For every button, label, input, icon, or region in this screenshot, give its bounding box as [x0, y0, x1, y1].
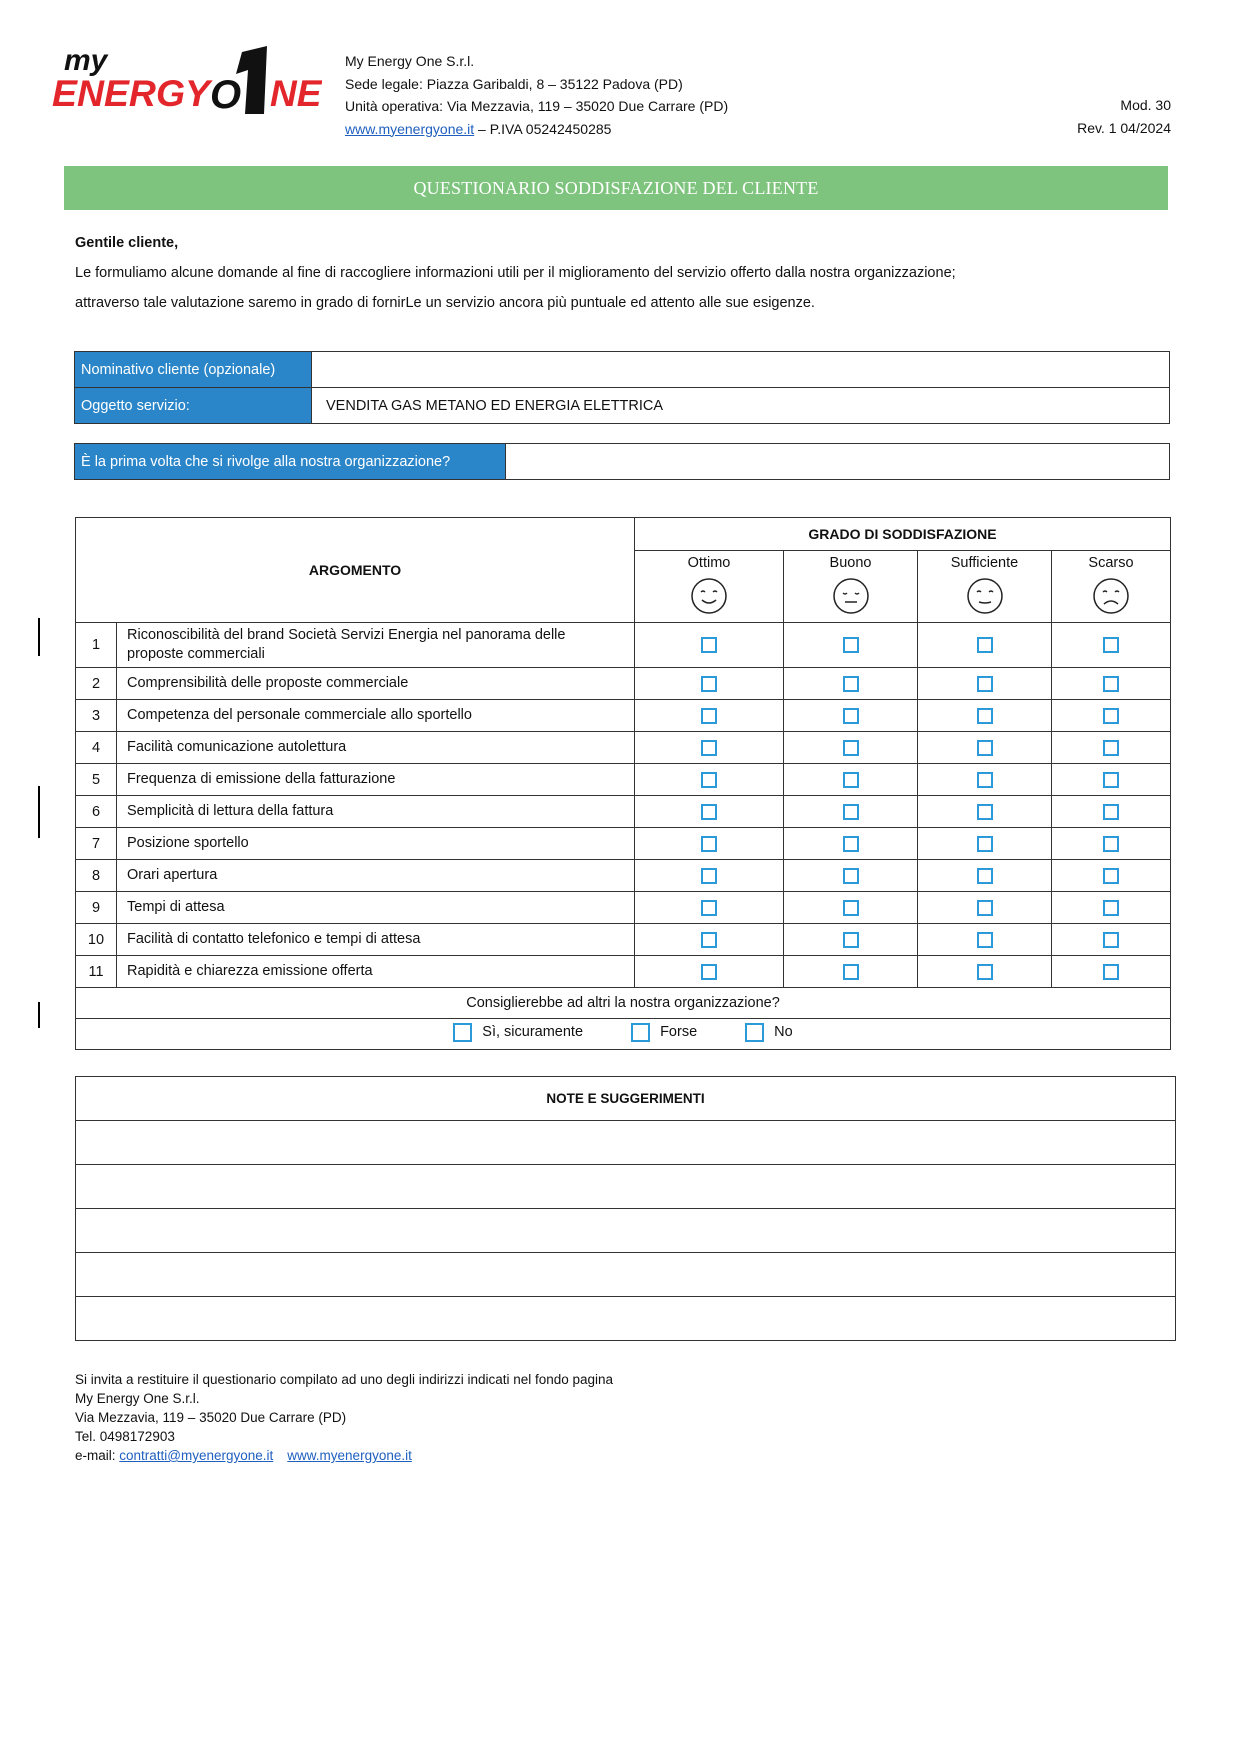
checkbox-ottimo[interactable] [701, 868, 717, 884]
greeting: Gentile cliente, [75, 235, 179, 251]
checkbox-sufficiente[interactable] [977, 676, 993, 692]
checkbox-sufficiente[interactable] [977, 708, 993, 724]
grade-col-ottimo [635, 551, 784, 623]
logo-text-o: O [210, 73, 242, 117]
footer-instruction: Si invita a restituire il questionario compilato ad uno degli indirizzi indicati nel fondo pagina [75, 1372, 614, 1387]
checkbox-buono[interactable] [843, 836, 859, 852]
option-maybe-label: Forse [660, 1024, 698, 1040]
checkbox-yes[interactable] [453, 1023, 472, 1042]
checkbox-ottimo[interactable] [701, 772, 717, 788]
company-unita: Unità operativa: Via Mezzavia, 119 – 35020 Due Carrare (PD) [345, 98, 729, 114]
question-text: Orari apertura [117, 860, 635, 892]
table-row [76, 828, 1171, 860]
question-text: Rapidità e chiarezza emissione offerta [117, 956, 635, 988]
question-text: Facilità comunicazione autolettura [117, 732, 635, 764]
neutral-face-icon [832, 577, 870, 615]
company-website-link[interactable]: www.myenergyone.it [345, 120, 475, 137]
checkbox-buono[interactable] [843, 804, 859, 820]
checkbox-buono[interactable] [843, 676, 859, 692]
option-yes[interactable] [453, 1023, 583, 1042]
footer-website-link[interactable]: www.myenergyone.it [287, 1448, 412, 1463]
checkbox-no[interactable] [745, 1023, 764, 1042]
option-no[interactable] [745, 1023, 793, 1042]
grade-label: Ottimo [687, 555, 731, 571]
option-maybe[interactable] [631, 1023, 697, 1042]
email-label: e-mail: [75, 1448, 120, 1463]
row-number: 1 [76, 623, 117, 668]
checkbox-sufficiente[interactable] [977, 964, 993, 980]
question-text: Facilità di contatto telefonico e tempi di attesa [117, 924, 635, 956]
recommend-options [76, 1019, 1171, 1050]
service-value: VENDITA GAS METANO ED ENERGIA ELETTRICA [312, 388, 1170, 424]
checkbox-buono[interactable] [843, 932, 859, 948]
client-name-label: Nominativo cliente (opzionale) [75, 352, 312, 388]
table-row [76, 732, 1171, 764]
row-number: 2 [76, 668, 117, 700]
grade-col-sufficiente [918, 551, 1052, 623]
sad-face-icon [1092, 577, 1130, 615]
intro-text [75, 228, 1175, 318]
intro-line-2: attraverso tale valutazione saremo in grado di fornirLe un servizio ancora più puntuale ed attento alle sue esigenze. [75, 295, 815, 311]
table-row [76, 668, 1171, 700]
slight-smile-face-icon [966, 577, 1004, 615]
document-reference [1077, 94, 1171, 139]
checkbox-ottimo[interactable] [701, 900, 717, 916]
argument-header: ARGOMENTO [76, 518, 635, 623]
footer-contacts [75, 1446, 613, 1465]
checkbox-scarso[interactable] [1103, 740, 1119, 756]
checkbox-scarso[interactable] [1103, 804, 1119, 820]
logo-text-ne: NE [270, 73, 322, 114]
checkbox-ottimo[interactable] [701, 708, 717, 724]
table-row [76, 700, 1171, 732]
checkbox-sufficiente[interactable] [977, 740, 993, 756]
question-text: Competenza del personale commerciale allo sportello [117, 700, 635, 732]
notes-table [75, 1076, 1176, 1341]
table-row [76, 796, 1171, 828]
checkbox-buono[interactable] [843, 964, 859, 980]
margin-mark [38, 786, 40, 838]
table-row [76, 860, 1171, 892]
question-text: Riconoscibilità del brand Società Servizi Energia nel panorama delle proposte commerciali [117, 623, 635, 668]
checkbox-scarso[interactable] [1103, 932, 1119, 948]
question-text: Tempi di attesa [117, 892, 635, 924]
grade-label: Scarso [1088, 555, 1134, 571]
row-number: 6 [76, 796, 117, 828]
footer-phone: Tel. 0498172903 [75, 1429, 175, 1444]
row-number: 3 [76, 700, 117, 732]
company-name: My Energy One S.r.l. [345, 53, 475, 69]
checkbox-ottimo[interactable] [701, 740, 717, 756]
question-text: Posizione sportello [117, 828, 635, 860]
client-name-field[interactable] [312, 352, 1170, 388]
table-row [76, 956, 1171, 988]
table-row [76, 892, 1171, 924]
grade-header: GRADO DI SODDISFAZIONE [635, 518, 1171, 551]
option-yes-label: Sì, sicuramente [482, 1024, 584, 1040]
checkbox-scarso[interactable] [1103, 900, 1119, 916]
revision: Rev. 1 04/2024 [1077, 119, 1171, 136]
notes-line[interactable] [76, 1121, 1176, 1165]
checkbox-sufficiente[interactable] [977, 900, 993, 916]
notes-line[interactable] [76, 1297, 1176, 1341]
logo-text-energy: ENERGY [52, 73, 214, 114]
checkbox-sufficiente[interactable] [977, 868, 993, 884]
checkbox-buono[interactable] [843, 637, 859, 653]
footer [75, 1370, 613, 1465]
client-info-table [74, 351, 1170, 424]
checkbox-ottimo[interactable] [701, 836, 717, 852]
notes-header: NOTE E SUGGERIMENTI [76, 1077, 1176, 1121]
email-link[interactable]: contratti@myenergyone.it [119, 1448, 274, 1463]
grade-label: Buono [829, 555, 872, 571]
mod-number: Mod. 30 [1120, 97, 1171, 113]
checkbox-buono[interactable] [843, 772, 859, 788]
checkbox-scarso[interactable] [1103, 772, 1119, 788]
checkbox-ottimo[interactable] [701, 637, 717, 653]
checkbox-ottimo[interactable] [701, 932, 717, 948]
checkbox-buono[interactable] [843, 868, 859, 884]
intro-line-1: Le formuliamo alcune domande al fine di raccogliere informazioni utili per il miglioramento del servizio offerto dalla nostra organizzazione; [75, 265, 956, 281]
notes-line[interactable] [76, 1253, 1176, 1297]
smile-face-icon [690, 577, 728, 615]
checkbox-scarso[interactable] [1103, 964, 1119, 980]
checkbox-sufficiente[interactable] [977, 836, 993, 852]
row-number: 10 [76, 924, 117, 956]
checkbox-ottimo[interactable] [701, 964, 717, 980]
grade-col-scarso [1052, 551, 1171, 623]
checkbox-scarso[interactable] [1103, 836, 1119, 852]
checkbox-buono[interactable] [843, 740, 859, 756]
first-time-table [74, 443, 1170, 480]
notes-line[interactable] [76, 1209, 1176, 1253]
footer-company: My Energy One S.r.l. [75, 1391, 200, 1406]
first-time-label: È la prima volta che si rivolge alla nostra organizzazione? [75, 444, 506, 480]
grade-label: Sufficiente [950, 555, 1019, 571]
checkbox-sufficiente[interactable] [977, 772, 993, 788]
company-sede: Sede legale: Piazza Garibaldi, 8 – 35122 Padova (PD) [345, 75, 683, 92]
checkbox-scarso[interactable] [1103, 868, 1119, 884]
checkbox-scarso[interactable] [1103, 637, 1119, 653]
row-number: 8 [76, 860, 117, 892]
question-text: Frequenza di emissione della fatturazione [117, 764, 635, 796]
grade-col-buono [784, 551, 918, 623]
table-row [76, 623, 1171, 668]
checkbox-sufficiente[interactable] [977, 637, 993, 653]
company-web-line [345, 118, 728, 141]
row-number: 4 [76, 732, 117, 764]
footer-address: Via Mezzavia, 119 – 35020 Due Carrare (PD) [75, 1410, 347, 1425]
logo-text-my: my [64, 44, 108, 77]
satisfaction-table [75, 517, 1171, 1050]
question-text: Comprensibilità delle proposte commerciale [117, 668, 635, 700]
checkbox-scarso[interactable] [1103, 708, 1119, 724]
margin-mark [38, 618, 40, 656]
row-number: 7 [76, 828, 117, 860]
checkbox-scarso[interactable] [1103, 676, 1119, 692]
checkbox-maybe[interactable] [631, 1023, 650, 1042]
row-number: 9 [76, 892, 117, 924]
checkbox-ottimo[interactable] [701, 804, 717, 820]
checkbox-buono[interactable] [843, 708, 859, 724]
question-text: Semplicità di lettura della fattura [117, 796, 635, 828]
table-row [76, 924, 1171, 956]
row-number: 5 [76, 764, 117, 796]
company-logo [52, 44, 322, 126]
checkbox-ottimo[interactable] [701, 676, 717, 692]
checkbox-sufficiente[interactable] [977, 804, 993, 820]
notes-line[interactable] [76, 1165, 1176, 1209]
first-time-field[interactable] [506, 444, 1170, 480]
row-number: 11 [76, 956, 117, 988]
company-piva: – P.IVA 05242450285 [474, 120, 612, 137]
service-label: Oggetto servizio: [75, 388, 312, 424]
page-title: QUESTIONARIO SODDISFAZIONE DEL CLIENTE [64, 166, 1168, 210]
margin-mark [38, 1002, 40, 1028]
option-no-label: No [774, 1024, 793, 1040]
company-info [345, 50, 728, 140]
recommend-question: Consiglierebbe ad altri la nostra organizzazione? [76, 988, 1171, 1019]
table-row [76, 764, 1171, 796]
checkbox-sufficiente[interactable] [977, 932, 993, 948]
checkbox-buono[interactable] [843, 900, 859, 916]
